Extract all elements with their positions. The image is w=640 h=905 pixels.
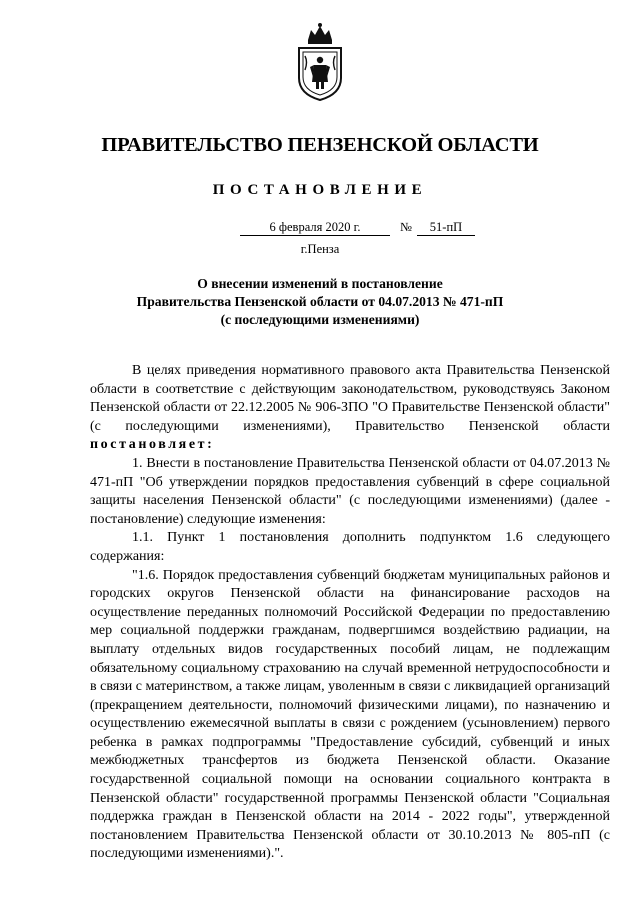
paragraph-item-1: 1. Внести в постановление Правительства Пензенской области от 04.07.2013 № 471-пП "Об утверждении порядков предоставления субвенций в сфере социальной защиты населения Пензенской области" (с последующими изменениями) (далее - постановление) следующие изменения: — [90, 455, 610, 527]
paragraph-item-1-1: 1.1. Пункт 1 постановления дополнить подпунктом 1.6 следующего содержания: — [90, 530, 610, 564]
document-date: 6 февраля 2020 г. — [240, 220, 390, 236]
document-type: ПОСТАНОВЛЕНИЕ — [212, 182, 428, 198]
preamble-text: В целях приведения нормативного правового акта Правительства Пензенской области в соответствие с действующим законодательством, руководствуясь Законом Пензенской области от 22.12.2005 № 906-ЗПО "О Правительстве Пензенской области" (с последующими изменениями), Правительство Пензенской области — [90, 363, 610, 434]
document-number: 51-пП — [417, 220, 475, 236]
document-title — [0, 275, 640, 329]
preamble-paragraph — [90, 362, 610, 455]
organization-name: ПРАВИТЕЛЬСТВО ПЕНЗЕНСКОЙ ОБЛАСТИ — [101, 134, 539, 156]
coat-of-arms-icon — [291, 22, 349, 102]
document-body — [90, 362, 610, 864]
title-line: (с последующими изменениями) — [220, 312, 420, 327]
number-sign: № — [400, 220, 412, 234]
title-line: О внесении изменений в постановление — [197, 276, 443, 291]
city: г.Пенза — [300, 242, 340, 256]
title-line: Правительства Пензенской области от 04.07.2013 № 471-пП — [136, 294, 504, 309]
resolves-word: постановляет: — [90, 437, 215, 453]
paragraph-item-1-6: "1.6. Порядок предоставления субвенций бюджетам муниципальных районов и городских округов Пензенской области на финансирование расходов на осуществление переданных полномочий Российской Федерации по предоставлению мер социальной поддержки гражданам, подвергшимся воздействию радиации, на выплату отдельных видов государственных пособий лицам, не подлежащим обязательному социальному страхованию на случай временной нетрудоспособности и в связи с материнством, а также лицам, уволенным в связи с ликвидацией организаций (прекращением деятельности, полномочий физическими лицами), по назначению и осуществлению ежемесячной выплаты в связи с рождением (усыновлением) первого ребенка в рамках подпрограммы "Предоставление субсидий, субвенций и иных межбюджетных трансфертов из бюджета Пензенской области. Оказание государственной социальной помощи на основании социального контракта в Пензенской области" государственной программы Пензенской области "Социальная поддержка граждан в Пензенской области на 2014 - 2022 годы", утвержденной постановлением Правительства Пензенской области от 30.10.2013 № 805-пП (с последующими изменениями).". — [90, 567, 610, 862]
